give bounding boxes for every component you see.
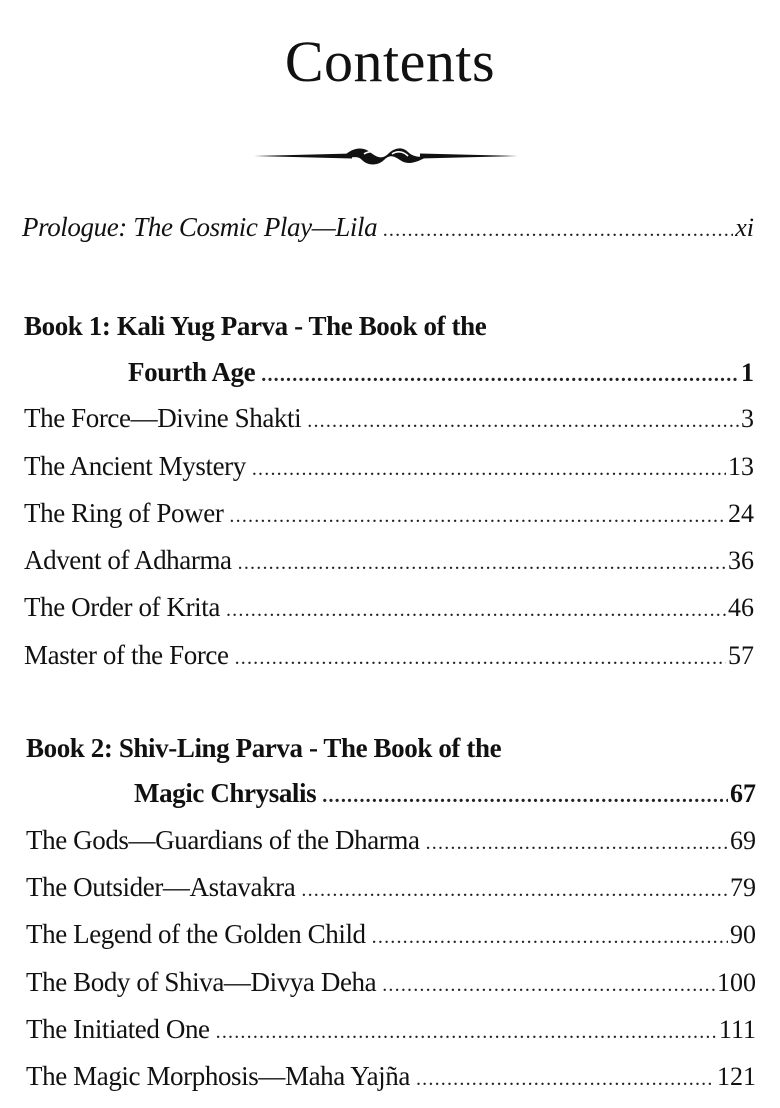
entry-page-number: 69 (730, 826, 756, 855)
entry-page-number: 100 (717, 968, 756, 997)
entry-page-number: 13 (728, 452, 754, 481)
dot-leader (252, 449, 726, 489)
entry-label: The Gods—Guardians of the Dharma (26, 825, 420, 855)
entry-label: The Outsider—Astavakra (26, 872, 296, 902)
toc-entry[interactable] (24, 540, 754, 580)
dot-leader (301, 870, 728, 910)
entry-label: Advent of Adharma (24, 545, 232, 575)
dot-leader (226, 590, 726, 630)
toc-entry[interactable] (24, 635, 754, 675)
dot-leader (261, 355, 739, 395)
dot-leader (307, 401, 739, 441)
toc-entry[interactable] (24, 398, 754, 438)
toc-entry[interactable] (26, 914, 756, 954)
entry-label: The Ancient Mystery (24, 451, 246, 481)
toc-entry[interactable] (26, 820, 756, 860)
dot-leader (426, 823, 728, 863)
entry-page-number: 46 (728, 593, 754, 622)
entry-page-number: xi (735, 213, 754, 242)
entry-page-number: 3 (741, 404, 754, 433)
page-title: Contents (284, 29, 496, 94)
dot-leader (382, 965, 715, 1005)
entry-page-number: 36 (728, 546, 754, 575)
entry-page-number: 1 (741, 358, 754, 387)
entry-page-number: 24 (728, 499, 754, 528)
dot-leader (322, 776, 728, 816)
toc-entry-book-2[interactable] (134, 773, 756, 813)
dot-leader (216, 1012, 717, 1052)
entry-page-number: 57 (728, 641, 754, 670)
entry-label: The Order of Krita (24, 592, 220, 622)
dot-leader (383, 210, 733, 250)
entry-page-number: 121 (717, 1062, 756, 1091)
entry-label: The Force—Divine Shakti (24, 403, 302, 433)
toc-entry[interactable] (26, 867, 756, 907)
book-2-heading: Book 2: Shiv-Ling Parva - The Book of the (26, 733, 502, 763)
toc-entry[interactable] (24, 587, 754, 627)
entry-label: Fourth Age (128, 357, 256, 387)
entry-label: The Legend of the Golden Child (26, 919, 366, 949)
dot-leader (372, 917, 728, 957)
toc-entry[interactable] (26, 962, 756, 1002)
dot-leader (238, 543, 726, 583)
entry-page-number: 90 (730, 920, 756, 949)
dot-leader (229, 496, 726, 536)
entry-label: The Initiated One (26, 1014, 210, 1044)
entry-label: Master of the Force (24, 640, 229, 670)
toc-entry[interactable] (24, 446, 754, 486)
entry-page-number: 111 (718, 1015, 756, 1044)
toc-entry-prologue[interactable] (22, 207, 754, 247)
dot-leader (416, 1059, 715, 1099)
entry-label: Prologue: The Cosmic Play—Lila (22, 212, 378, 242)
entry-label: The Magic Morphosis—Maha Yajña (26, 1061, 410, 1091)
entry-label: The Ring of Power (24, 498, 224, 528)
toc-entry[interactable] (26, 1056, 756, 1096)
entry-page-number: 67 (730, 779, 756, 808)
entry-label: The Body of Shiva—Divya Deha (26, 967, 377, 997)
entry-page-number: 79 (730, 873, 756, 902)
book-1-heading: Book 1: Kali Yug Parva - The Book of the (24, 311, 487, 341)
ornament-divider-icon (252, 140, 520, 172)
entry-label: Magic Chrysalis (134, 778, 317, 808)
toc-entry[interactable] (24, 493, 754, 533)
toc-entry[interactable] (26, 1009, 756, 1049)
toc-entry-book-1[interactable] (128, 352, 754, 392)
dot-leader (235, 638, 726, 678)
